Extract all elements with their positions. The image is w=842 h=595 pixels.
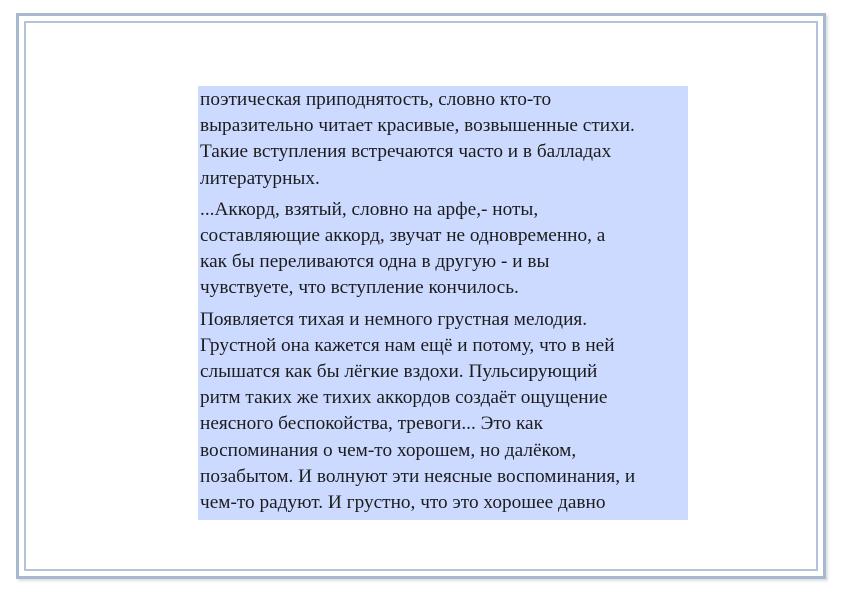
text-line: ритм таких же тихих аккордов создаёт ощущение bbox=[200, 387, 608, 409]
text-line: как бы переливаются одна в другую - и вы bbox=[200, 251, 550, 273]
text-line: чем-то радуют. И грустно, что это хорошее давно bbox=[200, 492, 606, 514]
text-line: Появляется тихая и немного грустная мелодия. bbox=[200, 308, 588, 330]
text-line: Такие вступления встречаются часто и в балладах bbox=[200, 141, 612, 163]
text-line: выразительно читает красивые, возвышенные стихи. bbox=[200, 115, 635, 137]
text-line: воспоминания о чем-то хорошем, но далёком, bbox=[200, 439, 577, 461]
paragraph-1 bbox=[200, 87, 688, 192]
text-line: литературных. bbox=[200, 167, 320, 189]
paragraph-2 bbox=[200, 197, 688, 302]
text-line: составляющие аккорд, звучат не одновременно, а bbox=[200, 225, 606, 247]
text-block bbox=[198, 86, 688, 520]
text-line: Грустной она кажется нам ещё и потому, что в ней bbox=[200, 334, 615, 356]
text-line: ...Аккорд, взятый, словно на арфе,- ноты, bbox=[200, 198, 539, 220]
paragraph-3 bbox=[200, 307, 688, 517]
text-line: чувствуете, что вступление кончилось. bbox=[200, 277, 519, 299]
text-line: поэтическая приподнятость, словно кто-то bbox=[200, 89, 552, 110]
text-line: позабытом. И волнуют эти неясные воспоминания, и bbox=[200, 465, 636, 487]
text-line: слышатся как бы лёгкие вздохи. Пульсирующий bbox=[200, 361, 598, 383]
text-line: неясного беспокойства, тревоги... Это как bbox=[200, 413, 543, 435]
